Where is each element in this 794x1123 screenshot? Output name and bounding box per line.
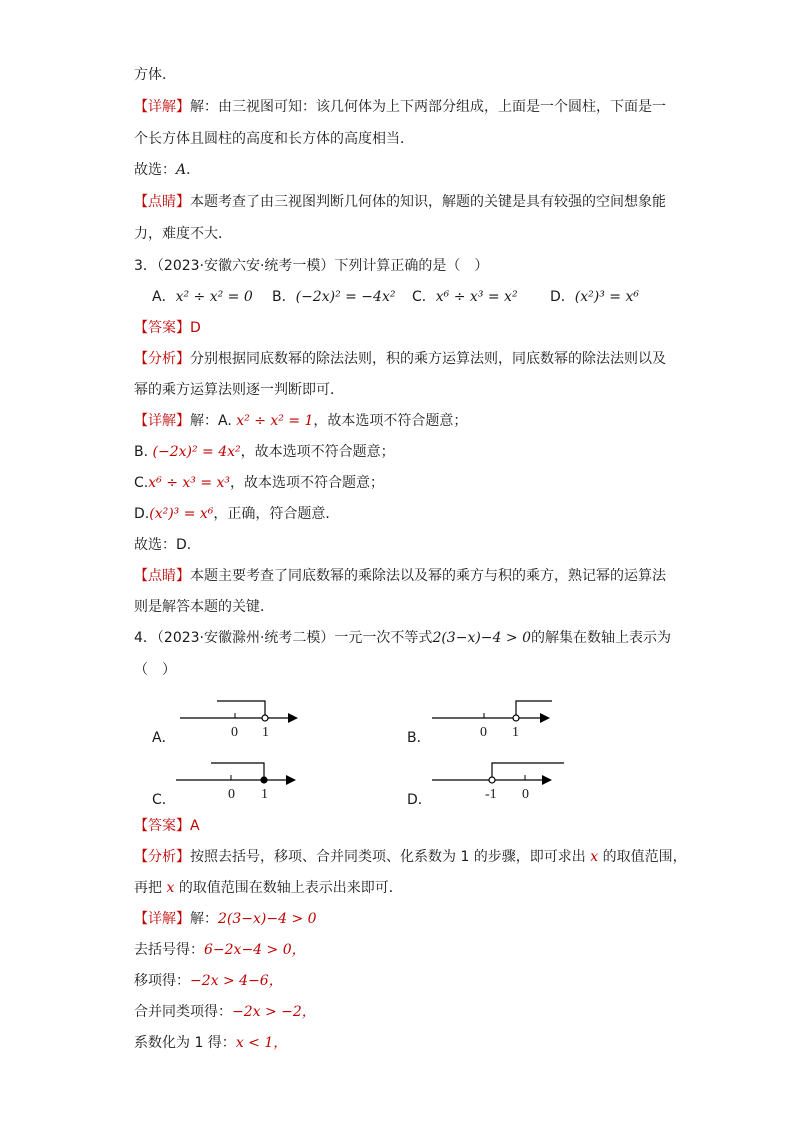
- number-line-a: [180, 696, 305, 726]
- analysis-text: 分别根据同底数幂的除法法则，积的乘方运算法则，同底数幂的除法法则以及: [190, 351, 666, 367]
- tick-label: 0: [480, 725, 487, 740]
- axis-arrow: [288, 713, 298, 723]
- tip-tag: 【点睛】: [134, 568, 190, 584]
- detail-paragraph: [134, 97, 666, 117]
- number-line-c: [176, 758, 301, 788]
- q3-option-c: [412, 287, 518, 307]
- q4-analysis-2: [134, 878, 403, 898]
- question-text: 4．（2023·安徽滁州·统考二模）一元一次不等式: [134, 630, 433, 646]
- text-line: 方体．: [134, 67, 176, 83]
- tip-text: 本题主要考查了同底数幂的乘除法以及幂的乘方与积的乘方，熟记幂的运算法: [190, 568, 666, 584]
- detail-suffix: ，故本选项不符合题意；: [230, 475, 385, 491]
- detail-formula: x⁶ ÷ x³ = x³: [148, 475, 231, 491]
- answer-value: D: [190, 320, 201, 336]
- tick-label: -1: [485, 787, 497, 802]
- q3-option-d: [550, 287, 639, 307]
- choose-end: ．: [186, 162, 201, 178]
- analysis-text: 按照去括号，移项、合并同类项、化系数为 1 的步骤，即可求出: [190, 849, 586, 865]
- text-line: 力，难度不大．: [134, 226, 232, 242]
- analysis-text: 的取值范围在数轴上表示出来即可．: [178, 880, 403, 896]
- q3-option-b: [272, 287, 395, 307]
- tick-label: 0: [231, 725, 238, 740]
- detail-suffix: ，正确，符合题意．: [213, 506, 340, 522]
- question-text: 的解集在数轴上表示为: [530, 630, 671, 646]
- detail-text: 解：由三视图可知：该几何体为上下两部分组成，上面是一个圆柱，下面是一: [190, 99, 666, 115]
- text-line: 个长方体且圆柱的高度和长方体的高度相当．: [134, 131, 414, 147]
- option-label: B．: [272, 289, 296, 305]
- option-formula: (−2x)² = −4x²: [295, 289, 396, 305]
- option-label: C．: [412, 289, 436, 305]
- choose-label: 故选：: [134, 162, 176, 178]
- tick-label: 1: [262, 725, 269, 740]
- q3-tip: [134, 566, 666, 586]
- q3-choose: 故选：D．: [134, 537, 201, 553]
- detail-prefix: 解：: [190, 911, 218, 927]
- step-label: 合并同类项得：: [134, 1004, 232, 1020]
- analysis-text: 再把: [134, 880, 162, 896]
- question-formula: 2(3−x)−4 > 0: [432, 630, 531, 646]
- open-circle: [262, 715, 268, 721]
- step-label: 移项得：: [134, 973, 190, 989]
- detail-prefix: 解：A.: [190, 413, 232, 429]
- step-formula: −2x > 4−6，: [190, 973, 283, 989]
- detail-tag: 【详解】: [134, 911, 190, 927]
- q4-detail: [134, 909, 317, 929]
- q4-step-4: [134, 1033, 287, 1053]
- tip-tag: 【点睛】: [134, 194, 190, 210]
- answer-tag: 【答案】: [134, 818, 190, 834]
- tick-label: 0: [522, 787, 529, 802]
- q4-analysis: [134, 847, 687, 867]
- tick-label: 1: [512, 725, 519, 740]
- tip-text: 本题考查了由三视图判断几何体的知识，解题的关键是具有较强的空间想象能: [190, 194, 666, 210]
- q4-step-3: [134, 1002, 316, 1022]
- text-line: 幂的乘方运算法则逐一判断即可．: [134, 382, 344, 398]
- text-line: 则是解答本题的关键．: [134, 599, 274, 615]
- answer-value: A: [190, 818, 200, 834]
- q4-step-2: [134, 971, 283, 991]
- tick-label: 1: [261, 787, 268, 802]
- tick-label: 0: [228, 787, 235, 802]
- q3-answer: [134, 318, 201, 338]
- step-formula: x < 1，: [235, 1035, 288, 1051]
- q4-option-d-label: D．: [407, 792, 432, 808]
- q4-option-c-label: C．: [152, 792, 176, 808]
- detail-formula: 2(3−x)−4 > 0: [218, 911, 317, 927]
- answer-tag: 【答案】: [134, 320, 190, 336]
- choose-line: [134, 160, 200, 180]
- option-formula: x⁶ ÷ x³ = x²: [435, 289, 518, 305]
- detail-prefix: C.: [134, 475, 149, 491]
- question-paren: （ ）: [134, 662, 176, 678]
- q4-option-a-label: A．: [152, 730, 176, 746]
- detail-tag: 【详解】: [134, 413, 190, 429]
- detail-formula: x² ÷ x² = 1: [236, 413, 314, 429]
- q3-detail-c: [134, 473, 384, 493]
- step-formula: 6−2x−4 > 0，: [204, 942, 306, 958]
- detail-suffix: ，故本选项不符合题意；: [313, 413, 468, 429]
- detail-tag: 【详解】: [134, 99, 190, 115]
- tip-paragraph: [134, 192, 666, 212]
- analysis-variable: x: [166, 880, 175, 896]
- detail-prefix: B.: [134, 444, 149, 460]
- number-line-b: [432, 696, 557, 726]
- q3-detail-d: [134, 504, 339, 524]
- q4-answer: [134, 816, 200, 836]
- detail-suffix: ，故本选项不符合题意；: [240, 444, 395, 460]
- analysis-tag: 【分析】: [134, 351, 190, 367]
- detail-prefix: D.: [134, 506, 150, 522]
- analysis-variable: x: [590, 849, 599, 865]
- choose-answer: A: [176, 162, 187, 178]
- question-3-title: 3．（2023·安徽六安·统考一模）下列计算正确的是（ ）: [134, 258, 489, 274]
- analysis-text: 的取值范围，: [602, 849, 687, 865]
- question-4-title: [134, 628, 671, 648]
- analysis-tag: 【分析】: [134, 849, 190, 865]
- step-label: 去括号得：: [134, 942, 204, 958]
- q3-analysis: [134, 349, 666, 369]
- q4-option-b-label: B．: [407, 730, 431, 746]
- solution-ray: [217, 701, 265, 715]
- option-formula: (x²)³ = x⁶: [574, 289, 639, 305]
- q4-step-1: [134, 940, 306, 960]
- detail-formula: (−2x)² = 4x²: [152, 444, 241, 460]
- q3-detail-b: [134, 442, 395, 462]
- number-line-d: [432, 758, 572, 788]
- detail-formula: (x²)³ = x⁶: [149, 506, 214, 522]
- q3-detail-a: [134, 411, 467, 431]
- q3-option-a: [152, 287, 253, 307]
- option-label: A．: [152, 289, 176, 305]
- option-formula: x² ÷ x² = 0: [175, 289, 253, 305]
- option-label: D．: [550, 289, 575, 305]
- step-formula: −2x > −2，: [232, 1004, 316, 1020]
- step-label: 系数化为 1 得：: [134, 1035, 236, 1051]
